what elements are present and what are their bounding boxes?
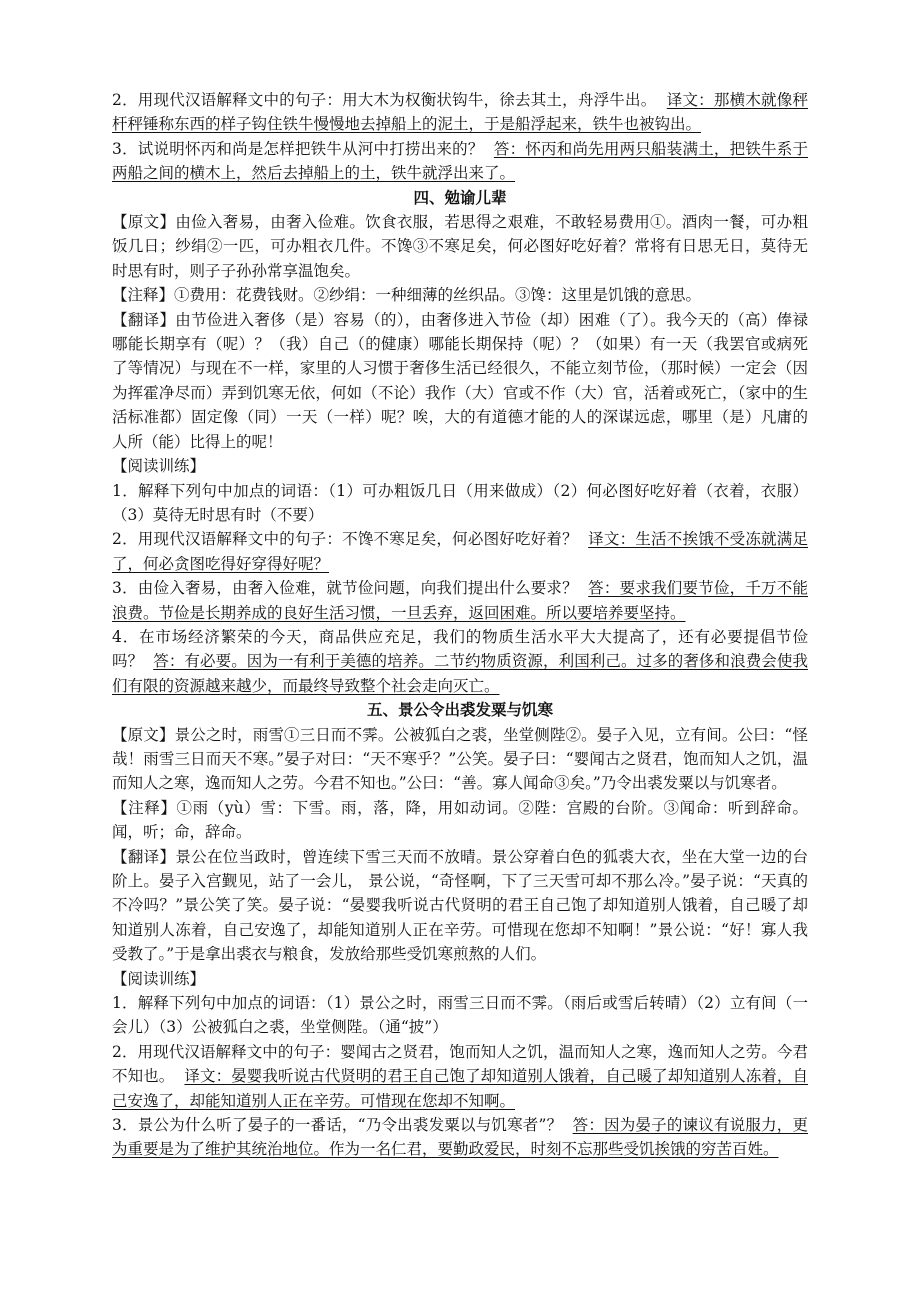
s4-notes: [112, 283, 808, 307]
s5-question-2: [112, 1040, 808, 1113]
original-text: 景公之时，雨雪①三日而不霁。公被狐白之裘，坐堂侧陛②。晏子入见，立有间。公曰：“怪哉！雨雪三日而天不寒。”晏子对曰：“天不寒乎？”公笑。晏子曰：“婴闻古之贤君，饱而知人之饥，温而知人之寒，逸而知人之劳。今君不知也。”公曰：“善。寡人闻命③矣。”乃令出裘发粟以与饥寒者。: [112, 725, 808, 793]
question-answer: 答：有必要。因为一有利于美德的培养。二节约物质资源，利国利己。过多的奢侈和浪费会使我们有限的资源越来越少，而最终导致整个社会走向灭亡。: [112, 652, 808, 695]
s4-translation: [112, 308, 808, 454]
question-prompt: 2．用现代汉语解释文中的句子：用大木为权衡状钩牛，徐去其土，舟浮牛出。: [112, 91, 657, 109]
s4-question-2: [112, 527, 808, 576]
question-prompt: 2．用现代汉语解释文中的句子：不馋不寒足矣，何必图好吃好着？: [112, 530, 578, 549]
question-answer: 答：因为晏子的谏议有说服力，更为重要是为了维护其统治地位。作为一名仁君，要勤政爱民，时刻不忘那些受饥挨饿的穷苦百姓。: [112, 1116, 808, 1159]
question-prompt: 2．用现代汉语解释文中的句子：婴闻古之贤君，饱而知人之饥，温而知人之寒，逸而知人之劳。今君不知也。: [112, 1042, 808, 1086]
question-answer: 译文：晏婴我听说古代贤明的君王自己饱了却知道别人饿着，自己暖了却知道别人冻着，自己安逸了，却能知道别人正在辛劳。可惜现在您却不知啊。: [112, 1067, 808, 1110]
s3-question-2: [112, 88, 808, 137]
question-prompt: 4．在市场经济繁荣的今天，商品供应充足，我们的物质生活水平大大提高了，还有必要提倡节俭吗？: [112, 627, 808, 671]
question-answer: 答：怀丙和尚先用两只船装满土，把铁牛系于两船之间的横木上，然后去掉船上的土，铁牛就浮出来了。: [112, 139, 808, 183]
question-prompt: 3．试说明怀丙和尚是怎样把铁牛从河中打捞出来的？: [112, 139, 484, 158]
original-text: 由俭入奢易，由奢入俭难。饮食衣服，若思得之艰难，不敢轻易费用①。酒肉一餐，可办粗饭几日；纱绢②一匹，可办粗衣几件。不馋③不寒足矣，何必图好吃好着？常将有日思无日，莫待无时思有时，则子子孙孙常享温饱矣。: [112, 213, 808, 280]
question-answer: 译文：生活不挨饿不受冻就满足了，何必贪图吃得好穿得好呢？: [112, 530, 808, 573]
question-prompt: 3．由俭入奢易，由奢入俭难，就节俭问题，向我们提出什么要求？: [112, 579, 578, 598]
section-5-title: 五、景公令出裘发粟与饥寒: [366, 701, 553, 720]
s5-training-label: 【阅读训练】: [112, 969, 206, 988]
s4-original: [112, 210, 808, 283]
s4-question-3: [112, 576, 808, 625]
s5-question-3: [112, 1113, 808, 1162]
s3-question-3: [112, 137, 808, 186]
s5-original: [112, 723, 808, 796]
question-answer: 答：要求我们要节俭，千万不能浪费。节俭是长期养成的良好生活习惯，一旦丢弃，返回困难。所以要培养要坚持。: [112, 579, 808, 622]
s4-question-4: [112, 625, 808, 698]
notes-text: ①雨（yù）雪：下雪。雨，落，降，用如动词。②陛：宫殿的台阶。③闻命：听到辞命。闻，听；命，辞命。: [112, 798, 808, 842]
s5-question-1: 1．解释下列句中加点的词语：（1）景公之时，雨雪三日而不霁。（雨后或雪后转晴）（2）立有间（一会儿）（3）公被狐白之裘，坐堂侧陛。（通“披”）: [112, 994, 808, 1037]
translation-label: 【翻译】: [112, 310, 176, 329]
translation-text: 由节俭进入奢侈（是）容易（的），由奢侈进入节俭（却）困难（了）。我今天的（高）俸禄哪能长期享有（呢）？（我）自己（的健康）哪能长期保持（呢）？（如果）有一天（我罢官或病死了等情况）与现在不一样，家里的人习惯于奢侈生活已经很久，不能立刻节俭，（那时候）一定会（因为挥霍净尽而）弄到饥寒无依，何如（不论）我作（大）官或不作（大）官，活着或死亡，（家中的生活标准都）固定像（同）一天（一样）呢？唉，大的有道德才能的人的深谋远虑，哪里（是）凡庸的人所（能）比得上的呢！: [112, 310, 808, 451]
question-prompt: 3．景公为什么听了晏子的一番话，“乃令出裘发粟以与饥寒者”？: [112, 1116, 563, 1135]
section-4-title: 四、勉谕儿辈: [413, 188, 507, 207]
notes-label: 【注释】: [112, 286, 175, 305]
s4-question-1: 1．解释下列句中加点的词语：（1）可办粗饭几日（用来做成）（2）何必图好吃好着（衣着，衣服）（3）莫待无时思有时（不要）: [112, 481, 808, 524]
s4-training-label: 【阅读训练】: [112, 457, 206, 476]
translation-label: 【翻译】: [112, 847, 176, 866]
translation-text: 景公在位当政时，曾连续下雪三天而不放晴。景公穿着白色的狐裘大衣，坐在大堂一边的台阶上。晏子入宫觐见，站了一会儿， 景公说，“奇怪啊，下了三天雪可却不那么冷。”晏子说：“天真的不冷吗？”景公笑了笑。晏子说：“晏婴我听说古代贤明的君王自己饱了却知道别人饿着，自己暖了却知道别人冻着，自己安逸了，却能知道别人正在辛劳。可惜现在您却不知啊！”景公说：“好！寡人我受教了。”于是拿出裘衣与粮食，发放给那些受饥寒煎熬的人们。: [112, 847, 808, 964]
s5-notes: [112, 796, 808, 845]
question-answer: 译文：那横木就像秤杆秤锤称东西的样子钩住铁牛慢慢地去掉船上的泥土，于是船浮起来，铁牛也被钩出。: [112, 91, 808, 134]
original-label: 【原文】: [112, 213, 176, 232]
notes-text: ①费用：花费钱财。②纱绢：一种细薄的丝织品。③馋：这里是饥饿的意思。: [174, 286, 702, 305]
s5-translation: [112, 845, 808, 967]
notes-label: 【注释】: [112, 798, 177, 817]
original-label: 【原文】: [112, 725, 175, 744]
